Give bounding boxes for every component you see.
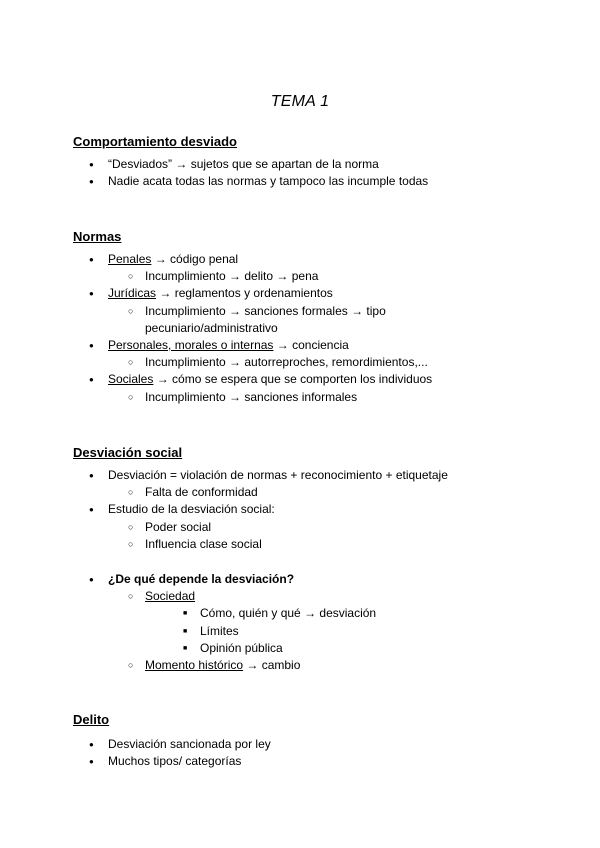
list-comportamiento xyxy=(89,156,569,190)
list-normas xyxy=(89,251,569,406)
list-item-juridicas: ● Jurídicas → reglamentos y ordenamientos ○ Incumplimiento → sanciones formales → tipo pecuniario/administrativo xyxy=(89,285,569,337)
heading-normas: Normas xyxy=(73,229,122,244)
sub-item: ○ Incumplimiento → autorreproches, remordimientos,... xyxy=(108,354,569,371)
sub-item: ○ Falta de conformidad xyxy=(108,484,569,501)
heading-delito: Delito xyxy=(73,712,110,727)
term-penales: Penales xyxy=(108,252,152,266)
list-item-penales: ● Penales → código penal ○ Incumplimiento → delito → pena xyxy=(89,251,569,285)
list-item: ● Desviación sancionada por ley xyxy=(89,736,569,753)
term-sociales: Sociales xyxy=(108,372,154,387)
list-item: ● “Desviados” → sujetos que se apartan de la norma xyxy=(89,156,569,173)
heading-comportamiento-desviado: Comportamiento desviado xyxy=(73,134,237,149)
sub-item: ○ Influencia clase social xyxy=(108,536,569,553)
heading-desviacion-social: Desviación social xyxy=(73,445,183,460)
list-item: ● Estudio de la desviación social: ○ Poder social ○ Influencia clase social xyxy=(89,501,569,553)
list-item-sociales: ● Sociales → cómo se espera que se comporten los individuos ○ Incumplimiento → sanciones informales xyxy=(89,371,569,405)
sub-item: ○ Incumplimiento → sanciones formales → tipo pecuniario/administrativo xyxy=(108,303,569,337)
list-desviacion-depende xyxy=(89,571,569,674)
list-delito xyxy=(89,736,569,770)
document-title: TEMA 1 xyxy=(270,93,330,110)
sub-item-momento: ○ Momento histórico → cambio xyxy=(108,657,569,674)
term-juridicas: Jurídicas xyxy=(108,286,157,301)
sub-item: ○ Poder social xyxy=(108,519,569,536)
sub-item-sociedad: ○ Sociedad ■ Cómo, quién y qué → desviación ■ Límites ■ Opinión pública xyxy=(108,588,569,657)
list-item: ● Muchos tipos/ categorías xyxy=(89,753,569,770)
list-item-personales: ● Personales, morales o internas → conciencia ○ Incumplimiento → autorreproches, remordimientos,... xyxy=(89,337,569,371)
sub-sub-item: ■ Opinión pública xyxy=(145,640,569,657)
list-item: ● Nadie acata todas las normas y tampoco las incumple todas xyxy=(89,173,569,190)
term-personales: Personales, morales o internas xyxy=(108,338,274,353)
list-item: ● ¿De qué depende la desviación? ○ Sociedad ■ Cómo, quién y qué → desviación ■ Límites ■ Opinión pública ○ Momento histórico → cambio xyxy=(89,571,569,674)
sub-item: ○ Incumplimiento → delito → pena xyxy=(108,268,569,285)
list-item: ● Desviación = violación de normas + reconocimiento + etiquetaje ○ Falta de conformidad xyxy=(89,467,569,501)
sub-item: ○ Incumplimiento → sanciones informales xyxy=(108,389,569,406)
sub-sub-item: ■ Límites xyxy=(145,623,569,640)
list-desviacion xyxy=(89,467,569,553)
sub-sub-item: ■ Cómo, quién y qué → desviación xyxy=(145,605,569,622)
